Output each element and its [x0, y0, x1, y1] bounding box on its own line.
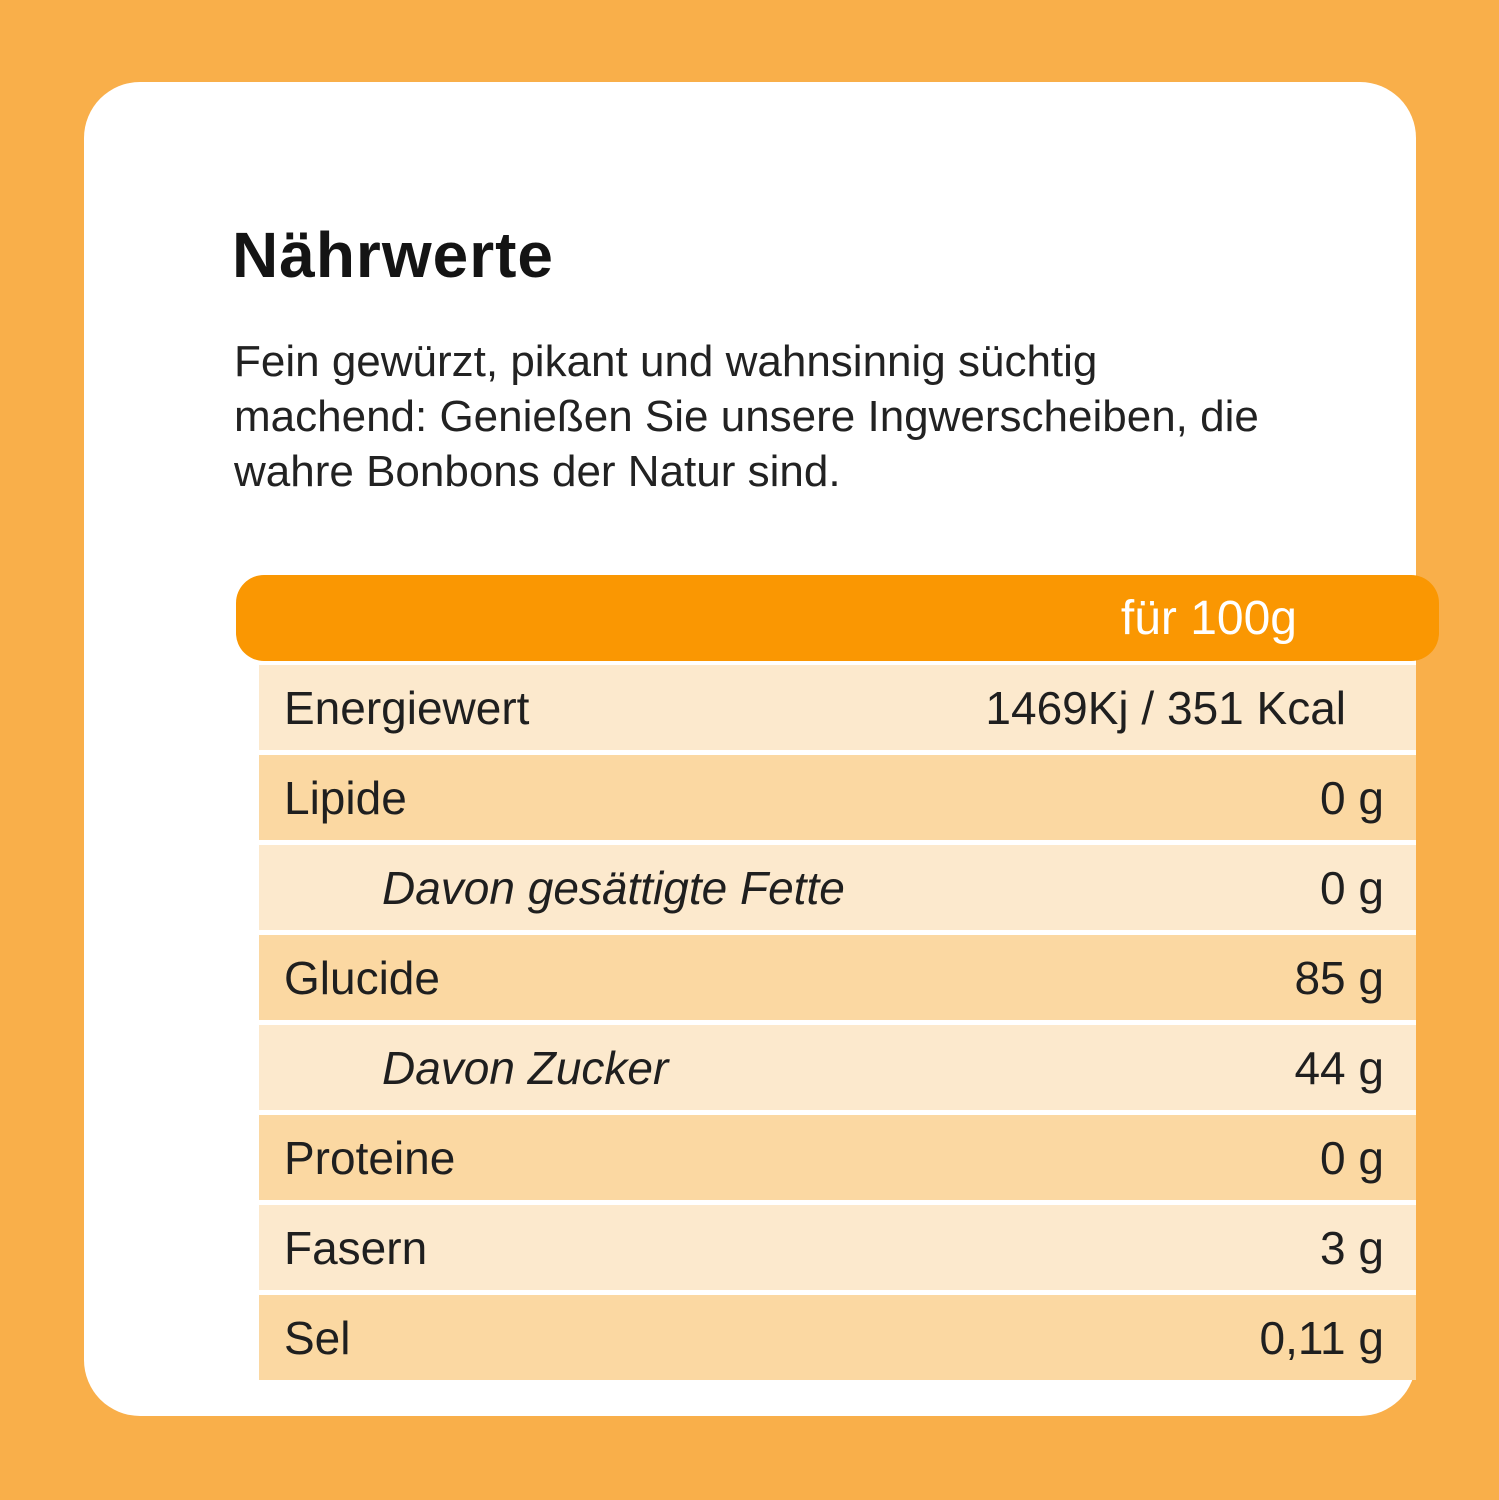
description-line: wahre Bonbons der Natur sind. — [234, 447, 841, 496]
table-header-bar — [236, 575, 1439, 661]
description-line: machend: Genießen Sie unsere Ingwerscheiben, die — [234, 392, 1259, 441]
row-label: Lipide — [284, 771, 407, 824]
description-line: Fein gewürzt, pikant und wahnsinnig süchtig — [234, 337, 1098, 386]
nutrition-row-zucker — [259, 1025, 1416, 1110]
row-value: 3 g — [1320, 1221, 1384, 1274]
row-value: 0 g — [1320, 771, 1384, 824]
nutrition-row-sel — [259, 1295, 1416, 1380]
row-value: 0 g — [1320, 861, 1384, 914]
row-label: Proteine — [284, 1131, 456, 1184]
row-label: Glucide — [284, 951, 440, 1004]
row-value: 85 g — [1294, 951, 1384, 1004]
row-label: Davon Zucker — [382, 1041, 669, 1094]
row-label: Sel — [284, 1311, 351, 1364]
page-title: Nährwerte — [232, 219, 554, 291]
nutrition-row-proteine — [259, 1115, 1416, 1200]
row-value: 0 g — [1320, 1131, 1384, 1184]
nutrition-row-glucide — [259, 935, 1416, 1020]
row-label: Energiewert — [284, 681, 530, 734]
row-label: Fasern — [284, 1221, 428, 1274]
serving-size-label: für 100g — [1120, 591, 1297, 645]
nutrition-row-fasern — [259, 1205, 1416, 1290]
row-value: 1469Kj / 351 Kcal — [985, 681, 1346, 734]
row-value: 44 g — [1294, 1041, 1384, 1094]
info-card — [84, 82, 1416, 1416]
row-value: 0,11 g — [1259, 1311, 1384, 1364]
nutrition-row-gesaettigte-fette — [259, 845, 1416, 930]
nutrition-row-lipide — [259, 755, 1416, 840]
row-label: Davon gesättigte Fette — [382, 861, 845, 914]
nutrition-table — [259, 665, 1416, 1385]
description — [234, 334, 1259, 499]
nutrition-row-energiewert — [259, 665, 1416, 750]
